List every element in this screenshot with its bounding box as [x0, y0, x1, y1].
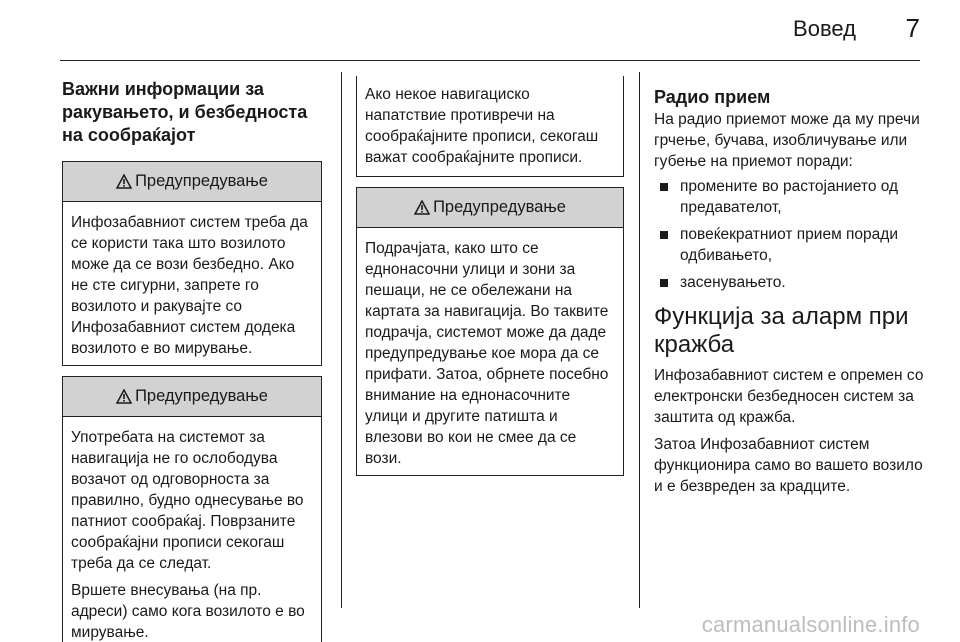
column-divider-left — [341, 72, 342, 608]
warning-body — [357, 228, 623, 475]
warning-box-1 — [62, 161, 322, 366]
warning-title: Предупредување — [135, 172, 268, 190]
warning-body — [63, 202, 321, 365]
warning-triangle-icon — [116, 174, 132, 189]
bullet-icon — [660, 183, 668, 191]
warning-text-2: Вршете внесувања (на пр. адреси) само кога возилото е во мирување. — [71, 582, 305, 641]
bullet-icon — [660, 279, 668, 287]
page-title: Вовед — [793, 16, 856, 41]
list-item: засенувањето. — [654, 272, 926, 293]
page-number: 7 — [905, 13, 920, 43]
column-divider-right — [639, 72, 640, 608]
bullet-icon — [660, 231, 668, 239]
warning-text: Употребата на системот за навигација не го ослободува возачот од одговорноста за правилно, будно однесување во патниот сообраќај. Поврзаните сообраќајни прописи секогаш треба да се следат. — [71, 429, 304, 572]
column-2 — [356, 86, 624, 476]
alarm-text-2: Затоа Инфозабавниот систем функционира само во вашето возило и е безвреден за крадците. — [654, 436, 923, 495]
list-item: промените во растојанието од предавателот, — [654, 176, 926, 218]
warning-title: Предупредување — [433, 198, 566, 216]
alarm-text-1: Инфозабавниот систем е опремен со електронски безбедносен систем за заштита од кражба. — [654, 367, 924, 426]
warning-box-2 — [62, 376, 322, 642]
intro-text: Ако некое навигациско напатствие противречи на сообраќајните прописи, секогаш важат сообраќајните прописи. — [365, 86, 599, 166]
warning-title: Предупредување — [135, 387, 268, 405]
header-rule — [60, 60, 920, 61]
section-heading-alarm: Функција за аларм при кражба — [654, 303, 909, 358]
warning-box-3 — [356, 187, 624, 476]
warning-triangle-icon — [414, 200, 430, 215]
radio-text: На радио приемот може да му пречи грчење, бучава, изобличување или губење на приемот поради: — [654, 111, 920, 170]
warning-header — [63, 162, 321, 202]
page-header — [0, 0, 960, 62]
warning-triangle-icon — [116, 389, 132, 404]
section-heading-radio: Радио прием — [654, 87, 771, 107]
bullet-list — [654, 176, 926, 293]
list-item: повеќекратниот прием поради одбивањето, — [654, 224, 926, 266]
warning-body — [63, 417, 321, 642]
section-heading-safety: Важни информации за ракувањето, и безбедноста на сообраќајот — [62, 79, 308, 145]
warning-header — [63, 377, 321, 417]
column-3 — [654, 86, 926, 497]
watermark: carmanualsonline.info — [701, 612, 920, 637]
warning-header — [357, 188, 623, 228]
column-1 — [62, 78, 322, 642]
warning-continuation — [356, 76, 624, 177]
warning-text: Подрачјата, како што се еднонасочни улици и зони за пешаци, не се обележани на картата за навигација. Во таквите подрачја, системот може да даде предупредување кое мора да се прифати. Затоа, обрнете посебно внимание на еднонасочните улици и другите патишта и влезови во кои не смее да се вози. — [365, 240, 609, 467]
warning-text: Инфозабавниот систем треба да се користи така што возилото може да се вози безбедно. Ако не сте сигурни, запрете го возилото и ракувајте со Инфозабавниот систем додека возилото е во мирување. — [71, 214, 308, 357]
